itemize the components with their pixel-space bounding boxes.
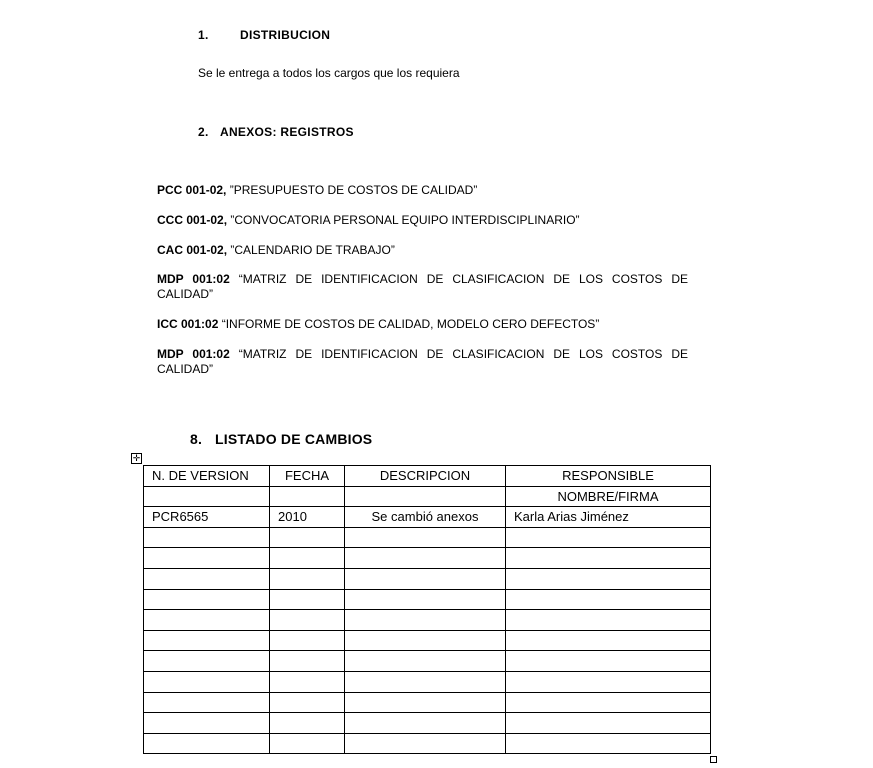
section-8-title: LISTADO DE CAMBIOS [215, 431, 373, 447]
section-2-title: ANEXOS: REGISTROS [220, 125, 354, 139]
table-cell[interactable] [506, 548, 711, 569]
table-cell[interactable] [144, 568, 270, 589]
section-1-text: Se le entrega a todos los cargos que los requiera [198, 66, 460, 80]
registro-desc: “MATRIZ DE IDENTIFICACION DE CLASIFICACION DE LOS COSTOS DE CALIDAD” [157, 347, 688, 376]
registro-item [157, 272, 688, 302]
table-row [144, 568, 711, 589]
table-cell[interactable] [270, 610, 345, 631]
registro-desc: ”CALENDARIO DE TRABAJO” [227, 243, 395, 257]
table-row [144, 651, 711, 672]
table-cell[interactable] [144, 713, 270, 734]
table-cell[interactable] [506, 692, 711, 713]
table-cell[interactable] [270, 651, 345, 672]
cell-responsible[interactable]: Karla Arias Jiménez [506, 507, 711, 528]
table-cell[interactable] [506, 733, 711, 754]
registro-code: CCC 001-02, [157, 213, 228, 227]
table-cell[interactable] [270, 733, 345, 754]
table-cell[interactable] [506, 610, 711, 631]
header-descripcion: DESCRIPCION [345, 466, 506, 487]
table-cell[interactable] [144, 671, 270, 692]
section-1-title: DISTRIBUCION [240, 28, 331, 42]
table-row [144, 507, 711, 528]
table-cell[interactable] [270, 713, 345, 734]
table-cell[interactable] [345, 568, 506, 589]
table-cell[interactable] [506, 568, 711, 589]
table-cell[interactable] [345, 610, 506, 631]
table-move-handle-icon[interactable]: ✛ [132, 453, 141, 463]
table-cell[interactable] [506, 651, 711, 672]
table-header-row [144, 466, 711, 487]
table-cell[interactable] [345, 671, 506, 692]
cell-descripcion[interactable]: Se cambió anexos [345, 507, 506, 528]
table-cell[interactable] [345, 589, 506, 610]
table-cell[interactable] [345, 548, 506, 569]
header-version: N. DE VERSION [144, 466, 270, 487]
table-cell[interactable] [270, 692, 345, 713]
table-cell[interactable] [506, 671, 711, 692]
table-cell[interactable] [270, 568, 345, 589]
table-cell[interactable] [270, 671, 345, 692]
table-row [144, 589, 711, 610]
table-cell[interactable] [345, 651, 506, 672]
table-resize-handle-icon[interactable] [710, 756, 717, 763]
table-cell[interactable] [144, 486, 270, 507]
registro-code: MDP 001:02 [157, 272, 230, 286]
registro-desc: “MATRIZ DE IDENTIFICACION DE CLASIFICACION DE LOS COSTOS DE CALIDAD” [157, 272, 688, 301]
table-cell[interactable] [506, 527, 711, 548]
table-cell[interactable] [345, 486, 506, 507]
header-nombre-firma: NOMBRE/FIRMA [506, 486, 711, 507]
table-cell[interactable] [270, 486, 345, 507]
table-cell[interactable] [144, 651, 270, 672]
table-cell[interactable] [345, 713, 506, 734]
table-cell[interactable] [345, 630, 506, 651]
table-cell[interactable] [144, 630, 270, 651]
table-cell[interactable] [506, 630, 711, 651]
table-cell[interactable] [506, 589, 711, 610]
header-fecha: FECHA [270, 466, 345, 487]
cell-version[interactable]: PCR6565 [144, 507, 270, 528]
cell-fecha[interactable]: 2010 [270, 507, 345, 528]
registro-code: MDP 001:02 [157, 347, 230, 361]
table-row [144, 733, 711, 754]
table-cell[interactable] [270, 589, 345, 610]
table-cell[interactable] [144, 610, 270, 631]
section-8-number: 8. [190, 431, 203, 447]
registro-item [157, 213, 688, 228]
table-cell[interactable] [270, 527, 345, 548]
registro-desc: “INFORME DE COSTOS DE CALIDAD, MODELO CERO DEFECTOS” [218, 317, 600, 331]
table-cell[interactable] [144, 527, 270, 548]
table-cell[interactable] [144, 733, 270, 754]
registro-item [157, 183, 688, 198]
changes-table [143, 465, 711, 754]
table-row [144, 692, 711, 713]
table-row [144, 548, 711, 569]
table-cell[interactable] [345, 527, 506, 548]
section-1-number: 1. [198, 28, 209, 42]
table-cell[interactable] [345, 733, 506, 754]
header-responsible: RESPONSIBLE [506, 466, 711, 487]
table-cell[interactable] [270, 630, 345, 651]
table-cell[interactable] [144, 548, 270, 569]
table-cell[interactable] [144, 589, 270, 610]
registro-item [157, 347, 688, 377]
registro-code: ICC 001:02 [157, 317, 219, 331]
registro-desc: ”PRESUPUESTO DE COSTOS DE CALIDAD” [226, 183, 478, 197]
registro-code: PCC 001-02, [157, 183, 227, 197]
registro-item [157, 243, 688, 258]
table-cell[interactable] [144, 692, 270, 713]
table-row [144, 671, 711, 692]
registro-code: CAC 001-02, [157, 243, 228, 257]
registro-desc: ”CONVOCATORIA PERSONAL EQUIPO INTERDISCIPLINARIO” [227, 213, 580, 227]
section-2-number: 2. [198, 125, 209, 139]
table-cell[interactable] [270, 548, 345, 569]
table-row [144, 713, 711, 734]
table-row [144, 630, 711, 651]
table-row [144, 527, 711, 548]
table-cell[interactable] [506, 713, 711, 734]
table-row [144, 610, 711, 631]
registro-item [157, 317, 688, 332]
table-subheader-row [144, 486, 711, 507]
table-cell[interactable] [345, 692, 506, 713]
